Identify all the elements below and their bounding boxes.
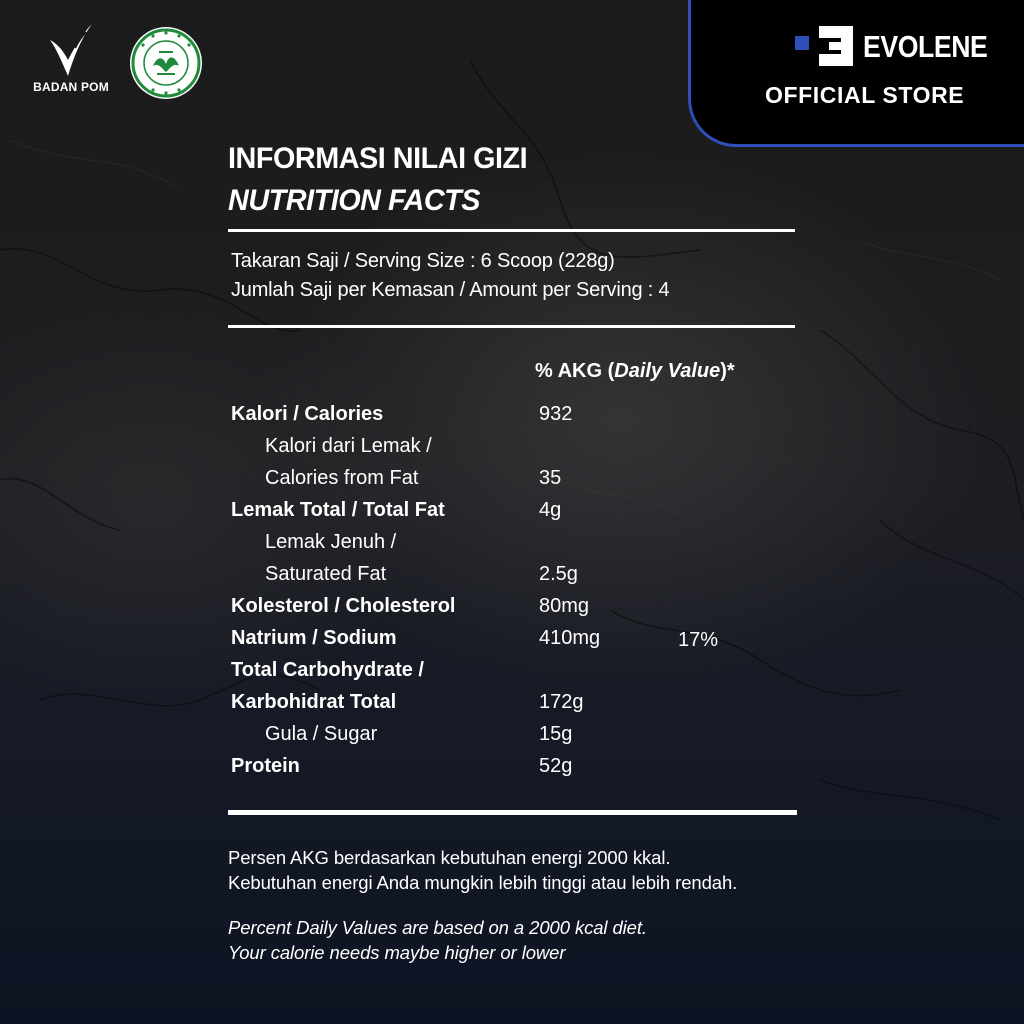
nutrient-value: 52g [539, 755, 573, 777]
nutrient-label: Saturated Fat [265, 563, 387, 585]
nutrient-row [0, 659, 1024, 691]
nutrient-label: Protein [231, 755, 300, 777]
brand-name: EVOLENE [863, 29, 988, 64]
title-english: NUTRITION FACTS [228, 184, 480, 217]
footnote-en-line2: Your calorie needs maybe higher or lower [228, 942, 566, 963]
nutrient-value: 35 [539, 467, 562, 489]
nutrient-label: Karbohidrat Total [231, 691, 397, 713]
daily-value-header [535, 360, 735, 383]
bpom-logo [28, 22, 114, 98]
nutrient-value: 172g [539, 691, 584, 713]
bpom-label: BADAN POM [33, 80, 109, 94]
nutrient-row [0, 627, 1024, 659]
nutrient-value: 2.5g [539, 563, 578, 585]
nutrient-label: Kalori dari Lemak / [265, 435, 432, 457]
official-store-badge [688, 0, 1024, 147]
nutrient-label: Natrium / Sodium [231, 627, 397, 649]
daily-value-suffix: )* [720, 360, 735, 382]
divider-bottom [228, 810, 797, 815]
nutrient-label: Calories from Fat [265, 467, 419, 489]
nutrient-row [0, 755, 1024, 787]
servings-per-pack: Jumlah Saji per Kemasan / Amount per Serving : 4 [231, 279, 670, 301]
nutrient-value: 80mg [539, 595, 590, 617]
bpom-check-icon [48, 22, 96, 78]
nutrient-row [0, 691, 1024, 723]
brand-logo [795, 26, 1024, 66]
nutrient-row [0, 595, 1024, 627]
nutrient-row [0, 467, 1024, 499]
nutrient-row [0, 403, 1024, 435]
footnote-id-line1: Persen AKG berdasarkan kebutuhan energi 2000 kkal. [228, 847, 671, 868]
nutrient-row [0, 563, 1024, 595]
nutrient-row [0, 499, 1024, 531]
nutrient-label: Kalori / Calories [231, 403, 384, 425]
nutrient-label: Total Carbohydrate / [231, 659, 424, 681]
divider-middle [228, 325, 795, 328]
nutrient-label: Kolesterol / Cholesterol [231, 595, 456, 617]
nutrient-value: 15g [539, 723, 573, 745]
nutrient-row [0, 723, 1024, 755]
nutrient-value: 410mg [539, 627, 601, 649]
serving-size: Takaran Saji / Serving Size : 6 Scoop (228g) [231, 250, 615, 272]
footnote-en-line1: Percent Daily Values are based on a 2000 kcal diet. [228, 917, 647, 938]
title-indonesian: INFORMASI NILAI GIZI [228, 142, 528, 175]
nutrient-daily-value: 17% [678, 629, 719, 651]
official-store-label: OFFICIAL STORE [765, 82, 965, 108]
evolene-mark-icon [819, 26, 855, 66]
brand-square-icon [795, 36, 809, 50]
nutrient-label: Lemak Total / Total Fat [231, 499, 445, 521]
halal-seal-icon [129, 26, 203, 100]
nutrient-label: Lemak Jenuh / [265, 531, 397, 553]
nutrient-row [0, 531, 1024, 563]
footnote-id-line2: Kebutuhan energi Anda mungkin lebih tinggi atau lebih rendah. [228, 872, 738, 893]
nutrient-row [0, 435, 1024, 467]
daily-value-prefix: % AKG ( [535, 360, 615, 382]
nutrient-value: 4g [539, 499, 562, 521]
divider-top [228, 229, 795, 232]
daily-value-italic: Daily Value [614, 360, 721, 382]
nutrient-value: 932 [539, 403, 573, 425]
nutrient-label: Gula / Sugar [265, 723, 378, 745]
